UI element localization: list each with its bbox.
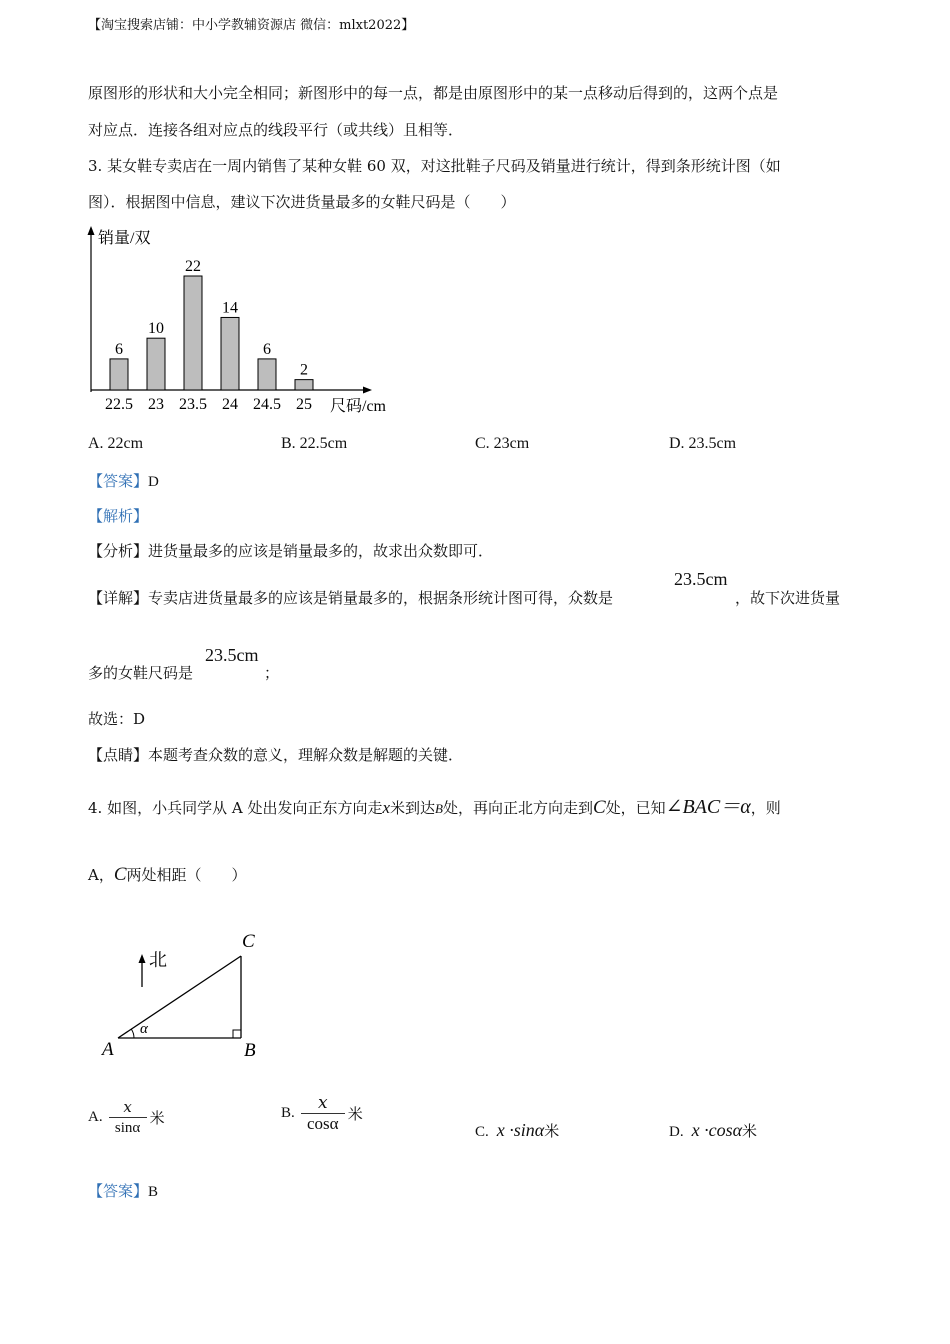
label-a: A — [102, 1039, 114, 1060]
dianjing-tag: 【点睛】 — [88, 746, 149, 764]
fenxi-text: 进货量最多的应该是销量最多的，故求出众数即可． — [148, 542, 494, 560]
q4-option-b-unit: 米 — [347, 1105, 363, 1123]
answer-value: B — [148, 1184, 159, 1200]
q4-option-b-prefix: B. — [281, 1105, 295, 1121]
label-c: C — [242, 931, 255, 952]
bar-value-label-23: 10 — [148, 320, 164, 338]
q3-stem-line-2: 图）．根据图中信息，建议下次进货量最多的女鞋尺码是（ ） — [88, 193, 516, 211]
bar-25 — [295, 380, 313, 390]
fraction-numerator: x — [123, 1098, 132, 1116]
bar-23 — [147, 338, 165, 390]
page-header: 【淘宝搜索店铺：中小学教辅资源店 微信：mlxt2022】 — [88, 18, 415, 33]
q4-option-a[interactable] — [88, 1098, 165, 1137]
x-axis-arrow — [363, 387, 372, 394]
q3-fenxi — [88, 540, 493, 561]
q4-line2-a: A， — [88, 866, 114, 884]
q4-stem-line-2 — [88, 864, 247, 886]
fraction-bar — [109, 1117, 147, 1118]
bars — [110, 276, 313, 390]
x-tick-22.5: 22.5 — [105, 396, 133, 413]
bar-23.5 — [184, 276, 202, 390]
q3-xiangjie-line-1 — [88, 587, 613, 608]
x-tick-24.5: 24.5 — [253, 396, 281, 413]
q4-answer — [88, 1180, 158, 1201]
q4-option-d[interactable] — [669, 1120, 757, 1141]
bar-value-label-23.5: 22 — [185, 258, 201, 275]
bar-value-labels — [115, 258, 308, 379]
q4-text-3: 处，再向正北方向走到 — [442, 799, 593, 817]
bar-value-label-24: 14 — [222, 299, 238, 317]
x-tick-24: 24 — [222, 396, 238, 413]
segment-ac — [118, 956, 241, 1038]
fraction-denominator: sinα — [114, 1120, 141, 1136]
bar-24 — [221, 317, 239, 390]
xiangjie-text-2: ，故下次进货量 — [735, 589, 841, 607]
alpha-label: α — [140, 1021, 148, 1037]
q4-point-c: C — [592, 797, 606, 818]
q3-option-c[interactable]: C. 23cm — [475, 435, 530, 452]
q4-option-c-unit: 米 — [544, 1122, 560, 1140]
q4-text-4: 处，已知 — [605, 799, 666, 817]
xiangjie-math-1: 23.5cm — [674, 569, 728, 589]
q3-stem-line-1: 3. 某女鞋专卖店在一周内销售了某种女鞋 60 双，对这批鞋子尺码及销量进行统计，得到条形统计图（如 — [88, 157, 781, 175]
q4-option-d-expr: x ·cosα — [691, 1120, 743, 1140]
q4-text-2: 米到达 — [390, 799, 436, 817]
q4-option-a-unit: 米 — [149, 1109, 165, 1127]
q4-text-1: 4. 如图，小兵同学从 A 处出发向正东方向走 — [88, 799, 383, 817]
q4-point-b: B — [435, 801, 443, 816]
q4-option-b-fraction — [301, 1094, 345, 1133]
x-tick-labels — [105, 396, 312, 413]
xiangjie-text-1: 专卖店进货量最多的应该是销量最多的，根据条形统计图可得，众数是 — [148, 589, 614, 607]
q4-line2-c: C — [113, 864, 127, 885]
bar-value-label-24.5: 6 — [263, 340, 271, 358]
q3-dianjing — [88, 744, 463, 765]
q4-option-c[interactable] — [475, 1120, 559, 1141]
y-axis-arrow — [88, 226, 95, 235]
x-axis-label: 尺码/cm — [330, 398, 386, 415]
xiangjie-tag: 【详解】 — [88, 589, 149, 607]
q3-answer — [88, 470, 159, 491]
north-arrow-head — [139, 954, 146, 963]
bar-value-label-22.5: 6 — [115, 340, 123, 358]
intro-line-2: 对应点．连接各组对应点的线段平行（或共线）且相等． — [88, 121, 464, 139]
answer-tag: 【答案】 — [88, 472, 149, 490]
fenxi-tag: 【分析】 — [88, 542, 149, 560]
q4-option-c-prefix: C. — [475, 1124, 489, 1140]
x-tick-23.5: 23.5 — [179, 396, 207, 413]
fraction-denominator: cosα — [306, 1114, 339, 1133]
q4-option-a-fraction — [109, 1098, 147, 1137]
y-axis-label: 销量/双 — [98, 230, 151, 247]
q4-option-c-expr: x ·sinα — [496, 1120, 545, 1140]
q3-option-a[interactable]: A. 22cm — [88, 435, 144, 452]
triangle-figure — [98, 925, 278, 1065]
angle-arc — [131, 1029, 134, 1038]
answer-value: D — [148, 474, 159, 490]
q4-option-a-prefix: A. — [88, 1109, 103, 1125]
q4-option-d-unit: 米 — [742, 1122, 758, 1140]
bar-value-label-25: 2 — [300, 361, 308, 379]
q4-angle: ∠BAC＝α — [665, 796, 751, 818]
q3-option-b[interactable]: B. 22.5cm — [281, 435, 348, 452]
north-label: 北 — [149, 950, 167, 970]
x-tick-25: 25 — [296, 396, 312, 413]
x-tick-23: 23 — [148, 396, 164, 413]
q4-option-b[interactable] — [281, 1094, 363, 1133]
q4-var-x: x — [382, 798, 390, 817]
xiangjie-math-2: 23.5cm — [205, 645, 259, 665]
right-angle-mark — [233, 1030, 241, 1038]
q3-option-d[interactable]: D. 23.5cm — [669, 435, 737, 452]
q4-option-d-prefix: D. — [669, 1124, 684, 1140]
answer-tag: 【答案】 — [88, 1182, 149, 1200]
sales-bar-chart — [80, 222, 410, 422]
label-b: B — [244, 1040, 256, 1061]
q4-text-5: ，则 — [750, 799, 781, 817]
q4-stem-line-1 — [88, 790, 781, 819]
q3-choose: 故选：D — [88, 710, 146, 728]
intro-line-1: 原图形的形状和大小完全相同；新图形中的每一点，都是由原图形中的某一点移动后得到的，这两个点是 — [88, 84, 779, 102]
dianjing-text: 本题考查众数的意义，理解众数是解题的关键． — [148, 746, 464, 764]
fraction-numerator: x — [317, 1093, 328, 1113]
bar-24.5 — [258, 359, 276, 390]
bar-22.5 — [110, 359, 128, 390]
xiangjie-text-4: ； — [264, 664, 280, 682]
q3-analysis-tag: 【解析】 — [88, 507, 149, 525]
xiangjie-text-3: 多的女鞋尺码是 — [88, 664, 194, 682]
q4-line2-rest: 两处相距（ ） — [126, 866, 247, 884]
